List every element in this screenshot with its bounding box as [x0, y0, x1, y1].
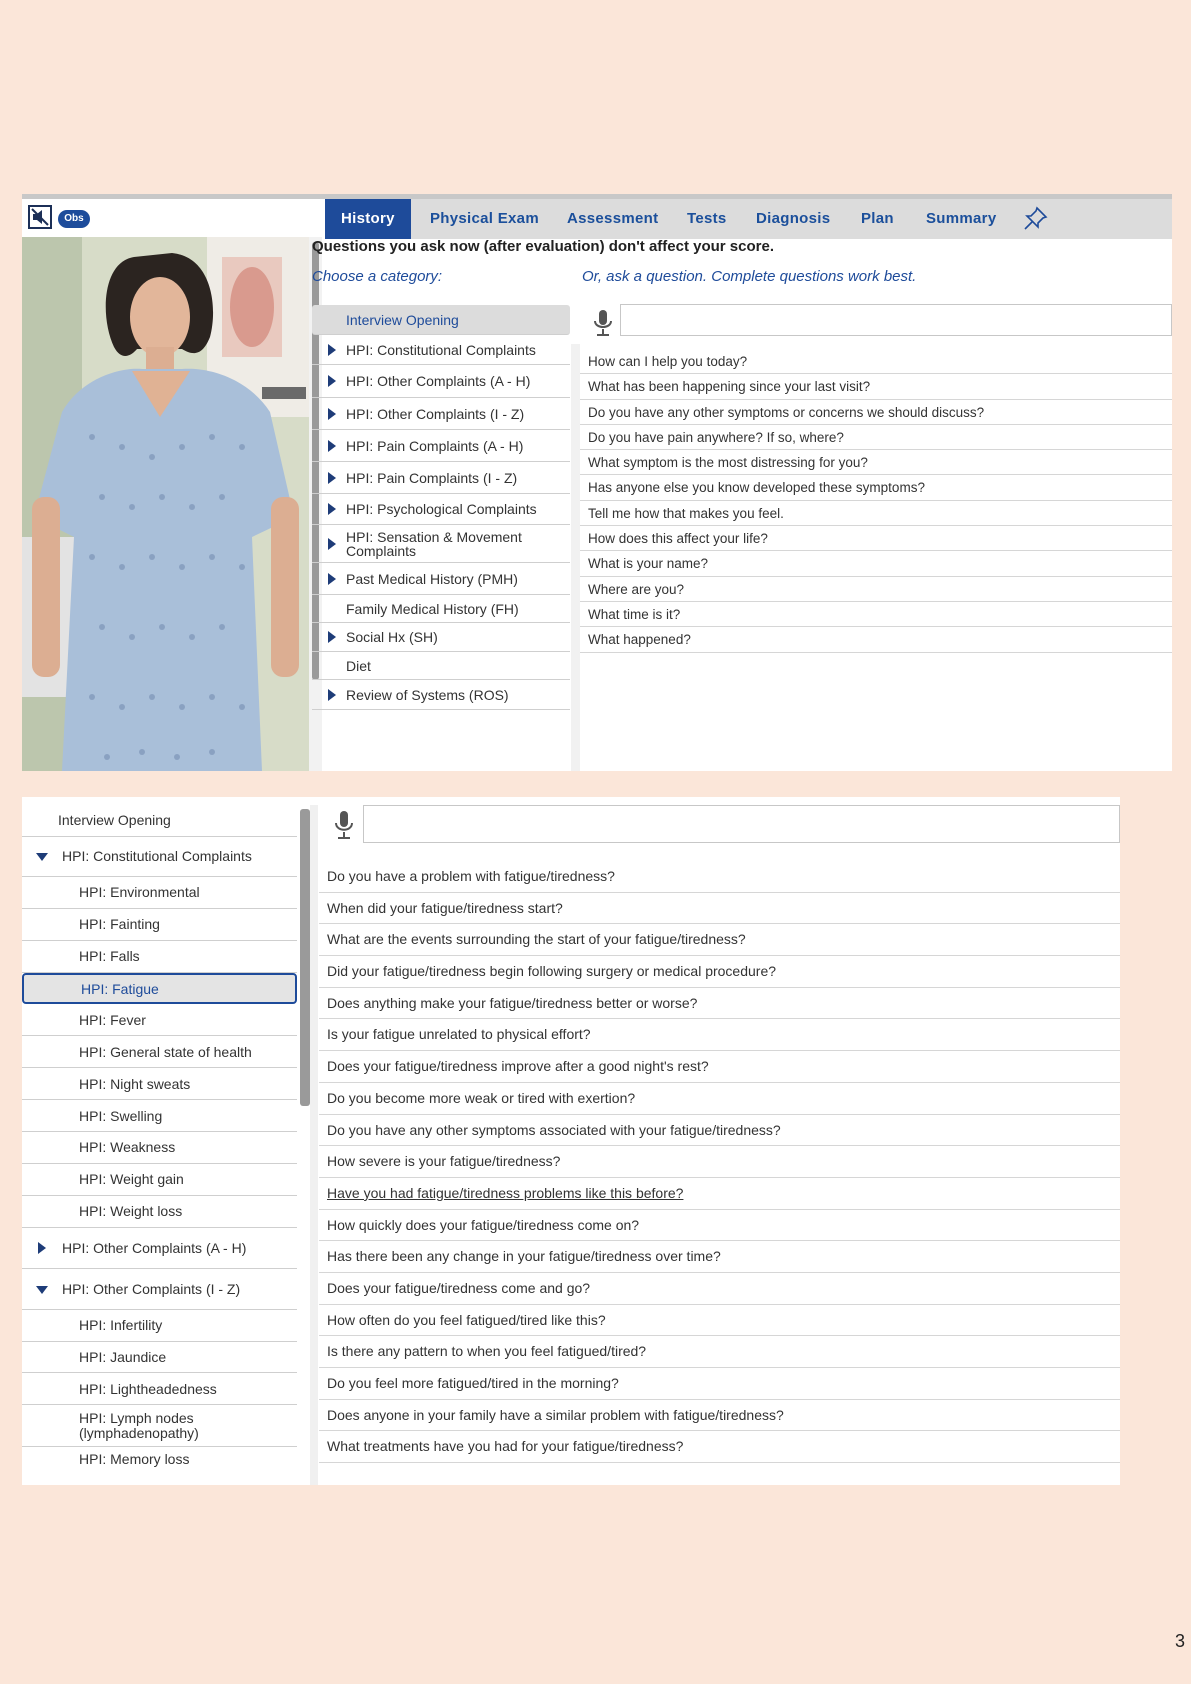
- tree-label: Interview Opening: [58, 812, 171, 829]
- question-item[interactable]: How does this affect your life?: [580, 526, 1172, 551]
- tree-interview-opening[interactable]: [22, 805, 297, 837]
- tree-label: HPI: Fatigue: [81, 980, 159, 997]
- category-hpi-pain-a-h[interactable]: [312, 430, 570, 462]
- category-label: Review of Systems (ROS): [346, 686, 509, 703]
- question-list: [319, 861, 1120, 1463]
- tree-label: HPI: Other Complaints (A - H): [62, 1239, 247, 1256]
- question-item[interactable]: Do you have any other symptoms or concerns we should discuss?: [580, 400, 1172, 425]
- category-hpi-sensation-movement[interactable]: [312, 525, 570, 563]
- category-ros[interactable]: [312, 680, 570, 710]
- question-item[interactable]: How can I help you today?: [580, 349, 1172, 374]
- tree-hpi-weight-loss[interactable]: [22, 1196, 297, 1228]
- patient-pane: [22, 199, 322, 771]
- tree-hpi-constitutional[interactable]: [22, 837, 297, 877]
- tree-hpi-environmental[interactable]: [22, 877, 297, 909]
- tree-label: HPI: Weakness: [79, 1139, 176, 1156]
- tree-label: HPI: Night sweats: [79, 1075, 191, 1092]
- microphone-icon[interactable]: [592, 309, 614, 337]
- expand-arrow-icon: [38, 1242, 46, 1254]
- category-diet[interactable]: [312, 652, 570, 680]
- patient-avatar: [22, 237, 309, 771]
- tree-hpi-jaundice[interactable]: [22, 1342, 297, 1374]
- question-item[interactable]: Do you have pain anywhere? If so, where?: [580, 425, 1172, 450]
- category-hpi-pain-i-z[interactable]: [312, 462, 570, 494]
- pane-divider: [310, 805, 318, 1485]
- expand-arrow-icon: [328, 573, 336, 585]
- tree-hpi-general-health[interactable]: [22, 1036, 297, 1068]
- tree-hpi-swelling[interactable]: [22, 1100, 297, 1132]
- category-list: [312, 305, 570, 710]
- tree-label: HPI: Lightheadedness: [79, 1380, 217, 1397]
- question-item[interactable]: What time is it?: [580, 602, 1172, 627]
- question-item[interactable]: How quickly does your fatigue/tiredness come on?: [319, 1210, 1120, 1242]
- tree-hpi-lymph-nodes[interactable]: [22, 1405, 297, 1447]
- question-item[interactable]: Where are you?: [580, 577, 1172, 602]
- tree-label: HPI: Swelling: [79, 1107, 163, 1124]
- question-item[interactable]: What are the events surrounding the start of your fatigue/tiredness?: [319, 924, 1120, 956]
- question-divider: [571, 344, 580, 771]
- category-hint: Choose a category:: [312, 268, 443, 285]
- expand-arrow-icon: [328, 538, 336, 550]
- question-item-hovered[interactable]: Have you had fatigue/tiredness problems like this before?: [319, 1178, 1120, 1210]
- tab-plan[interactable]: Plan: [861, 210, 894, 227]
- tree-hpi-weight-gain[interactable]: [22, 1164, 297, 1196]
- category-label: Family Medical History (FH): [346, 600, 519, 617]
- tab-physical-exam[interactable]: Physical Exam: [430, 210, 539, 227]
- tree-hpi-infertility[interactable]: [22, 1310, 297, 1342]
- tree-hpi-night-sweats[interactable]: [22, 1068, 297, 1100]
- tree-hpi-lightheadedness[interactable]: [22, 1373, 297, 1405]
- category-label: HPI: Constitutional Complaints: [346, 341, 536, 358]
- score-notice: Questions you ask now (after evaluation) don't affect your score.: [312, 238, 774, 255]
- tree-label: HPI: Environmental: [79, 884, 200, 901]
- speaker-mute-icon: [30, 207, 50, 227]
- expand-arrow-icon: [328, 375, 336, 387]
- collapse-arrow-icon: [36, 1286, 48, 1294]
- question-item[interactable]: Does anything make your fatigue/tiredness better or worse?: [319, 988, 1120, 1020]
- question-item[interactable]: What treatments have you had for your fatigue/tiredness?: [319, 1431, 1120, 1463]
- patient-avatar-illustration: [22, 237, 309, 771]
- question-item[interactable]: Do you have a problem with fatigue/tiredness?: [319, 861, 1120, 893]
- category-hpi-psychological[interactable]: [312, 494, 570, 525]
- category-hpi-constitutional[interactable]: [312, 335, 570, 365]
- tree-label: HPI: Other Complaints (I - Z): [62, 1280, 241, 1297]
- question-item[interactable]: Has there been any change in your fatigue/tiredness over time?: [319, 1241, 1120, 1273]
- tree-hpi-weakness[interactable]: [22, 1132, 297, 1164]
- tab-tests[interactable]: Tests: [687, 210, 727, 227]
- category-tree: [22, 805, 297, 1467]
- category-label: HPI: Pain Complaints (I - Z): [346, 469, 518, 486]
- collapse-arrow-icon: [36, 853, 48, 861]
- question-list: [580, 349, 1172, 771]
- category-label: HPI: Other Complaints (A - H): [346, 373, 531, 389]
- tree-label: HPI: Fever: [79, 1011, 146, 1028]
- pin-icon[interactable]: [1022, 206, 1048, 232]
- tree-hpi-fever[interactable]: [22, 1004, 297, 1036]
- category-pmh[interactable]: [312, 563, 570, 595]
- question-item[interactable]: Does your fatigue/tiredness improve after a good night's rest?: [319, 1051, 1120, 1083]
- tree-label: HPI: Memory loss: [79, 1451, 190, 1468]
- question-item[interactable]: Does anyone in your family have a similar problem with fatigue/tiredness?: [319, 1400, 1120, 1432]
- tree-hpi-other-i-z[interactable]: [22, 1269, 297, 1310]
- top-screenshot: [22, 194, 1172, 771]
- expand-arrow-icon: [328, 408, 336, 420]
- category-label: Social Hx (SH): [346, 629, 438, 645]
- expand-arrow-icon: [328, 503, 336, 515]
- category-label: Interview Opening: [346, 311, 459, 328]
- tree-hpi-memory-loss[interactable]: [22, 1447, 297, 1467]
- question-item[interactable]: Tell me how that makes you feel.: [580, 501, 1172, 526]
- category-label: Past Medical History (PMH): [346, 570, 518, 587]
- tree-label: HPI: Fainting: [79, 916, 160, 933]
- obs-button[interactable]: Obs: [58, 210, 90, 228]
- tree-label: HPI: General state of health: [79, 1043, 252, 1060]
- question-item[interactable]: When did your fatigue/tiredness start?: [319, 893, 1120, 925]
- category-interview-opening[interactable]: [312, 305, 570, 335]
- mute-button[interactable]: [28, 205, 52, 229]
- tab-assessment[interactable]: Assessment: [567, 210, 659, 227]
- question-item[interactable]: How severe is your fatigue/tiredness?: [319, 1146, 1120, 1178]
- question-item[interactable]: What is your name?: [580, 551, 1172, 576]
- category-sh[interactable]: [312, 623, 570, 652]
- question-item[interactable]: Do you feel more fatigued/tired in the morning?: [319, 1368, 1120, 1400]
- tab-summary[interactable]: Summary: [926, 210, 997, 227]
- category-label: HPI: Other Complaints (I - Z): [346, 405, 525, 422]
- expand-arrow-icon: [328, 440, 336, 452]
- expand-arrow-icon: [328, 631, 336, 643]
- category-hpi-other-a-h[interactable]: [312, 365, 570, 398]
- question-item[interactable]: Is your fatigue unrelated to physical effort?: [319, 1019, 1120, 1051]
- tree-label: HPI: Infertility: [79, 1317, 163, 1334]
- category-fh[interactable]: [312, 595, 570, 623]
- question-item[interactable]: What happened?: [580, 627, 1172, 652]
- tree-label: HPI: Falls: [79, 948, 140, 965]
- bottom-screenshot: [22, 797, 1120, 1485]
- tree-hpi-falls[interactable]: [22, 941, 297, 973]
- category-label: HPI: Pain Complaints (A - H): [346, 437, 524, 454]
- category-hpi-other-i-z[interactable]: [312, 398, 570, 430]
- tree-label: HPI: Jaundice: [79, 1349, 167, 1366]
- category-label: Diet: [346, 657, 371, 674]
- tab-diagnosis[interactable]: Diagnosis: [756, 210, 831, 227]
- question-item[interactable]: Does your fatigue/tiredness come and go?: [319, 1273, 1120, 1305]
- tree-label: HPI: Weight loss: [79, 1203, 183, 1220]
- tree-label: HPI: Constitutional Complaints: [62, 848, 252, 865]
- question-item[interactable]: How often do you feel fatigued/tired like this?: [319, 1305, 1120, 1337]
- question-item[interactable]: Did your fatigue/tiredness begin following surgery or medical procedure?: [319, 956, 1120, 988]
- question-item[interactable]: What symptom is the most distressing for you?: [580, 450, 1172, 475]
- tab-history[interactable]: History: [325, 199, 411, 239]
- question-item[interactable]: Has anyone else you know developed these symptoms?: [580, 475, 1172, 500]
- category-label: HPI: Psychological Complaints: [346, 501, 537, 517]
- tree-label: HPI: Lymph nodes (lymphadenopathy): [79, 1409, 199, 1441]
- microphone-icon[interactable]: [333, 810, 355, 840]
- ask-hint: Or, ask a question. Complete questions work best.: [582, 268, 917, 285]
- tree-hpi-fainting[interactable]: [22, 909, 297, 941]
- page-number: 3: [1175, 1631, 1186, 1651]
- tree-scroll-thumb[interactable]: [300, 809, 310, 1106]
- question-item[interactable]: What has been happening since your last visit?: [580, 374, 1172, 399]
- tree-label: HPI: Weight gain: [79, 1171, 184, 1188]
- category-label: HPI: Sensation & Movement Complaints: [346, 528, 522, 559]
- question-input[interactable]: [363, 805, 1120, 843]
- question-input[interactable]: [620, 304, 1172, 336]
- question-item[interactable]: Do you have any other symptoms associated with your fatigue/tiredness?: [319, 1115, 1120, 1147]
- tree-hpi-other-a-h[interactable]: [22, 1228, 297, 1269]
- question-item[interactable]: Is there any pattern to when you feel fatigued/tired?: [319, 1336, 1120, 1368]
- tree-hpi-fatigue[interactable]: [22, 973, 297, 1005]
- question-item[interactable]: Do you become more weak or tired with exertion?: [319, 1083, 1120, 1115]
- expand-arrow-icon: [328, 689, 336, 701]
- expand-arrow-icon: [328, 472, 336, 484]
- expand-arrow-icon: [328, 344, 336, 356]
